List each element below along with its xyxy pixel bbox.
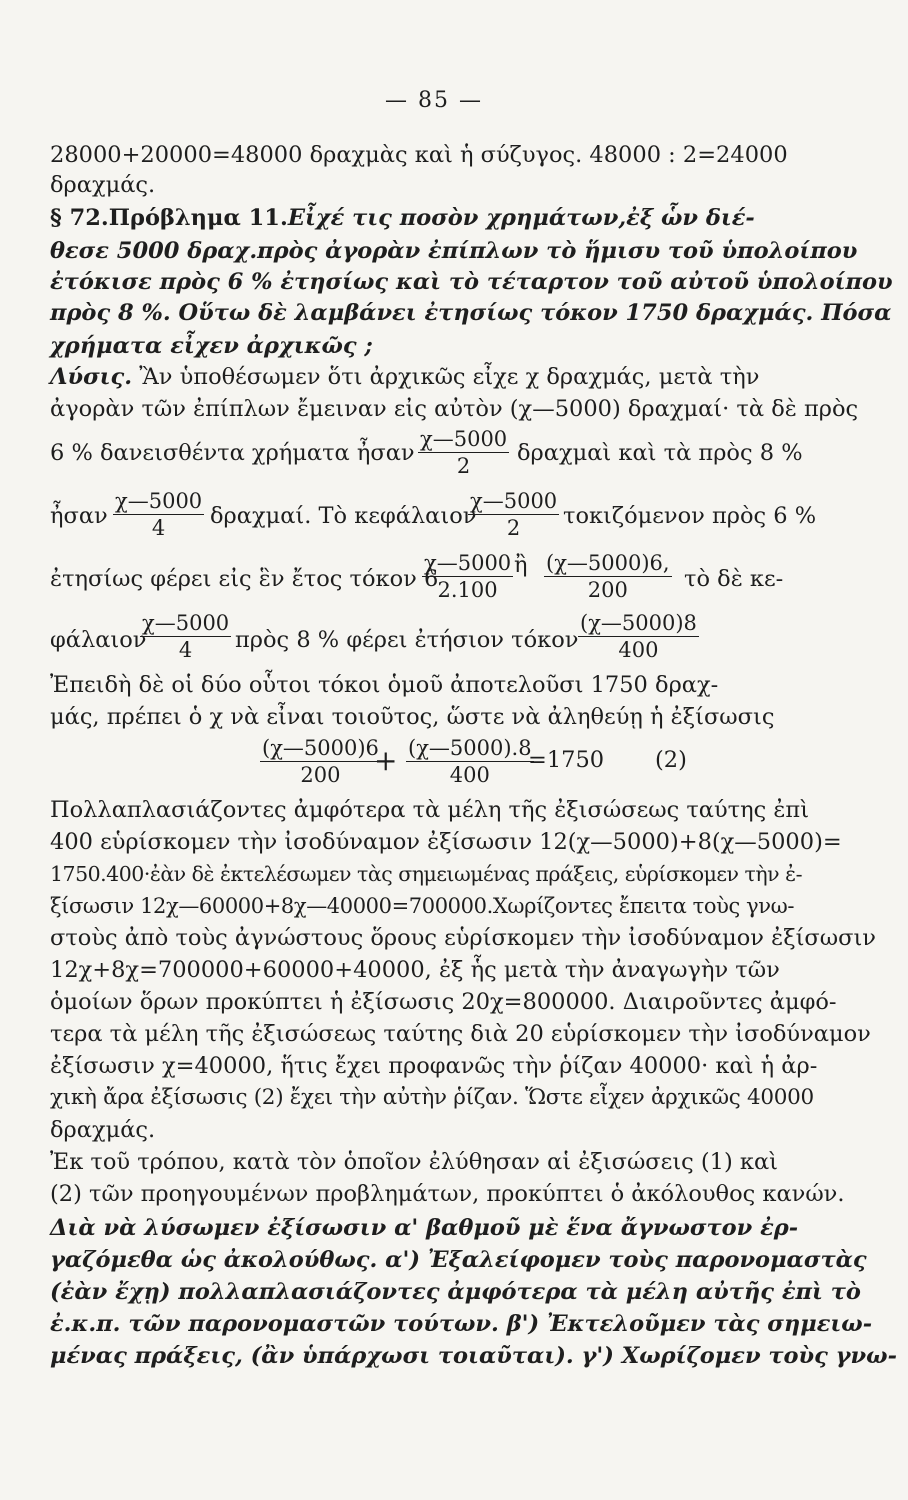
text-line-26: δραχμάς. bbox=[50, 1117, 156, 1143]
solution-line-2: ἀγορὰν τῶν ἐπίπλων ἔμειναν εἰς αὐτὸν (χ—5000) δραχμαί· τὰ δὲ πρὸς bbox=[50, 396, 859, 422]
text-or: ἢ bbox=[514, 552, 528, 578]
book-page bbox=[50, 0, 897, 1500]
fraction-denominator: 400 bbox=[618, 638, 659, 662]
rule-line-5: μένας πράξεις, (ἂν ὑπάρχωσι τοιαῦται). γ') Χωρίζομεν τοὺς γνω- bbox=[50, 1343, 897, 1369]
equation-rhs: =1750 bbox=[528, 747, 605, 773]
text-span: 12χ+8χ=700000+60000+40000, ἐξ ἧς μετὰ τὴν ἀναγωγὴν τῶν bbox=[50, 957, 780, 983]
text-line-22 bbox=[50, 987, 837, 1017]
text-line-18: 1750.400·ἐὰν δὲ ἐκτελέσωμεν τὰς σημειωμένας πράξεις, εὑρίσκομεν τὴν ἐ- bbox=[50, 862, 803, 886]
equation-term-2 bbox=[406, 735, 534, 788]
rule-line-4: ἐ.κ.π. τῶν παρονομαστῶν τούτων. β') Ἐκτελοῦμεν τὰς σημειω- bbox=[50, 1311, 873, 1337]
text-drachmas-capital: δραχμαί. Τὸ κεφάλαιον bbox=[210, 503, 477, 529]
fraction-numerator: (χ—5000).8 bbox=[408, 736, 532, 760]
fraction-numerator: (χ—5000)6, bbox=[546, 551, 670, 575]
text-span: 400 εὑρίσκομεν τὴν ἰσοδύναμον ἐξίσωσιν 12(χ—5000)+8(χ—5000)= bbox=[50, 829, 842, 855]
fraction-numerator: χ—5000 bbox=[142, 611, 230, 635]
text-span: Πολλαπλασιάζοντες ἀμφότερα τὰ μέλη τῆς ἐξισώσεως ταύτης ἐπὶ bbox=[50, 797, 810, 823]
fraction-denominator: 2.100 bbox=[437, 578, 498, 602]
equation-term-1 bbox=[260, 735, 381, 788]
problem-statement-line-5: χρήματα εἶχεν ἀρχικῶς ; bbox=[50, 333, 373, 359]
fraction-capital bbox=[468, 488, 559, 541]
text-line-17 bbox=[50, 827, 842, 857]
fraction-numerator: (χ—5000)8 bbox=[580, 611, 697, 635]
text-yearly-interest: ἐτησίως φέρει εἰς ἓν ἔτος τόκον 6 bbox=[50, 566, 439, 592]
fraction-denominator: 2 bbox=[506, 516, 521, 540]
text-line-19: ξίσωσιν 12χ—60000+8χ—40000=700000.Χωρίζοντες ἔπειτα τοὺς γνω- bbox=[50, 894, 795, 918]
fraction-interest-6pct-a bbox=[422, 550, 513, 603]
text-line-must bbox=[50, 702, 810, 732]
text-line-16 bbox=[50, 795, 810, 825]
equation-tag: (2) bbox=[655, 747, 687, 773]
text-and-the-capital: τὸ δὲ κε- bbox=[684, 566, 784, 592]
text-span: Ἐπειδὴ δὲ οἱ δύο οὗτοι τόκοι ὁμοῦ ἀποτελοῦσι 1750 δραχ- bbox=[50, 672, 719, 698]
rule-line-3: (ἐὰν ἔχῃ) πολλαπλασιάζοντες ἀμφότερα τὰ μέλη αὐτῆς ἐπὶ τὸ bbox=[50, 1279, 861, 1305]
text-capital: φάλαιον bbox=[50, 627, 147, 653]
page-number: — 85 — bbox=[385, 88, 483, 113]
fraction-denominator: 200 bbox=[587, 578, 628, 602]
text-span: μάς, πρέπει ὁ χ νὰ εἶναι τοιοῦτος, ὥστε νὰ ἀληθεύῃ ἡ ἐξίσωσις bbox=[50, 704, 775, 730]
fraction-denominator: 400 bbox=[449, 763, 490, 787]
text-drachmas-8pct: δραχμαὶ καὶ τὰ πρὸς 8 % bbox=[517, 440, 803, 466]
text-8pct-yields: πρὸς 8 % φέρει ἐτήσιον τόκον bbox=[235, 627, 579, 653]
fraction-numerator: (χ—5000)6 bbox=[262, 736, 379, 760]
problem-statement-line-1 bbox=[50, 203, 755, 233]
text-span: ἐξίσωσιν χ=40000, ἥτις ἔχει προφανῶς τὴν ῥίζαν 40000· καὶ ἡ ἀρ- bbox=[50, 1053, 818, 1079]
text-line-28 bbox=[50, 1179, 845, 1209]
fraction-denominator: 200 bbox=[300, 763, 341, 787]
text-line-2: δραχμάς. bbox=[50, 172, 156, 198]
problem-statement-line-4: πρὸς 8 %. Οὕτω δὲ λαμβάνει ἐτησίως τόκον 1750 δραχμάς. Πόσα bbox=[50, 300, 892, 326]
text-line-since bbox=[50, 670, 810, 700]
text-span: στοὺς ἀπὸ τοὺς ἀγνώστους ὅρους εὑρίσκομεν τὴν ἰσοδύναμον ἐξίσωσιν bbox=[50, 925, 876, 951]
text-span: 28000+20000=48000 δραχμὰς καὶ ἡ σύζυγος. 48000 : 2=24000 bbox=[50, 142, 788, 168]
text-line-1 bbox=[50, 140, 810, 170]
rule-line-2: γαζόμεθα ὡς ἀκολούθως. α') Ἐξαλείφομεν τοὺς παρονομαστὰς bbox=[50, 1247, 867, 1273]
solution-text: Ἂν ὑποθέσωμεν ὅτι ἀρχικῶς εἶχε χ δραχμάς, μετὰ τὴν bbox=[139, 364, 760, 390]
text-line-20 bbox=[50, 923, 876, 953]
solution-label: Λύσις. bbox=[50, 364, 133, 390]
text-line-27 bbox=[50, 1147, 810, 1177]
fraction-denominator: 4 bbox=[151, 516, 166, 540]
text-span: ὁμοίων ὅρων προκύπτει ἡ ἐξίσωσις 20χ=800000. Διαιροῦντες ἀμφό- bbox=[50, 989, 837, 1015]
text-were: ἦσαν bbox=[50, 503, 108, 529]
problem-statement-line-3: ἐτόκισε πρὸς 6 % ἐτησίως καὶ τὸ τέταρτον τοῦ αὐτοῦ ὑπολοίπου bbox=[50, 269, 893, 295]
text-span: Ἐκ τοῦ τρόπου, κατὰ τὸν ὁποῖον ἐλύθησαν αἱ ἐξισώσεις (1) καὶ bbox=[50, 1149, 778, 1175]
fraction-numerator: χ—5000 bbox=[420, 427, 508, 451]
text-line-21 bbox=[50, 955, 810, 985]
fraction-numerator: χ—5000 bbox=[424, 551, 512, 575]
fraction-denominator: 2 bbox=[456, 454, 471, 478]
problem-statement-line-2: θεσε 5000 δραχ.πρὸς ἀγορὰν ἐπίπλων τὸ ἥμισυ τοῦ ὑπολοίπου bbox=[50, 238, 858, 264]
text-lent-6pct: τοκιζόμενον πρὸς 6 % bbox=[563, 503, 817, 529]
fraction-numerator: χ—5000 bbox=[470, 489, 558, 513]
fraction-quarter-remainder bbox=[113, 488, 204, 541]
problem-text: Εἶχέ τις ποσὸν χρημάτων,ἐξ ὧν διέ- bbox=[287, 205, 755, 231]
text-span: (2) τῶν προηγουμένων προβλημάτων, προκύπτει ὁ ἀκόλουθος κανών. bbox=[50, 1181, 845, 1207]
fraction-interest-6pct-b bbox=[544, 550, 672, 603]
text-span: τερα τὰ μέλη τῆς ἐξισώσεως ταύτης διὰ 20 εὑρίσκομεν τὴν ἰσοδύναμον bbox=[50, 1021, 871, 1047]
fraction-interest-8pct bbox=[578, 610, 699, 663]
fraction-half-remainder bbox=[418, 426, 509, 479]
equation-plus: + bbox=[374, 744, 398, 777]
solution-line-1 bbox=[50, 362, 759, 392]
text-line-24 bbox=[50, 1051, 818, 1081]
text-line-23 bbox=[50, 1019, 871, 1049]
rule-line-1: Διὰ νὰ λύσωμεν ἐξίσωσιν α' βαθμοῦ μὲ ἕνα ἄγνωστον ἐρ- bbox=[50, 1215, 799, 1241]
fraction-capital-8pct bbox=[140, 610, 231, 663]
fraction-numerator: χ—5000 bbox=[115, 489, 203, 513]
text-line-25: χικὴ ἄρα ἐξίσωσις (2) ἔχει τὴν αὐτὴν ῥίζαν. Ὥστε εἶχεν ἀρχικῶς 40000 bbox=[50, 1085, 814, 1110]
text-6pct-loan: 6 % δανεισθέντα χρήματα ἦσαν bbox=[50, 440, 415, 466]
problem-heading: § 72.Πρόβλημα 11. bbox=[50, 205, 288, 231]
fraction-denominator: 4 bbox=[178, 638, 193, 662]
